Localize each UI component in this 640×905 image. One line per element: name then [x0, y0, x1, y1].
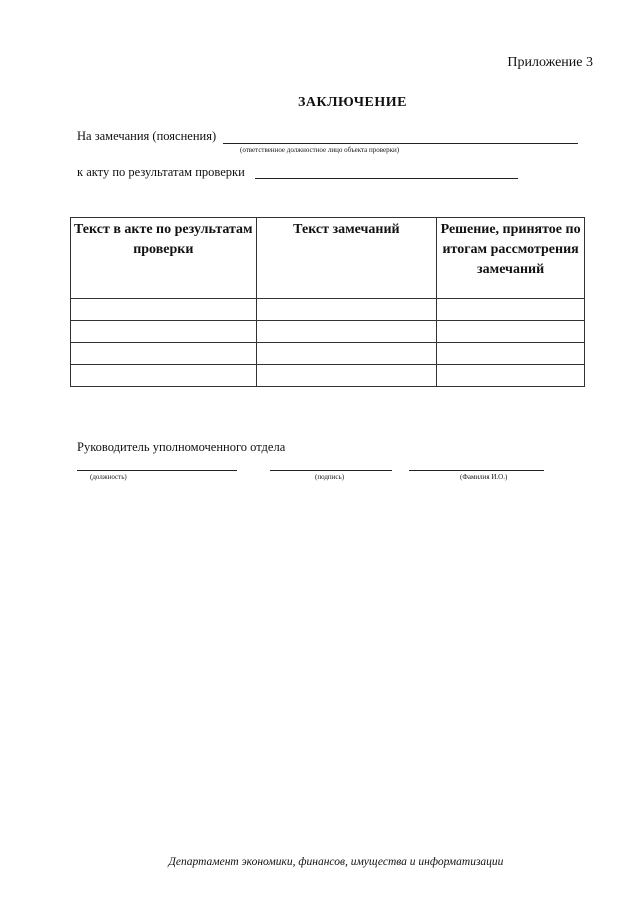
- act-line: [255, 178, 518, 179]
- appendix-label: Приложение 3: [507, 55, 593, 70]
- table-cell: [71, 343, 257, 365]
- footer-department: Департамент экономики, финансов, имущества и информатизации: [168, 856, 504, 868]
- name-line: [409, 470, 544, 471]
- remarks-caption: (ответственное должностное лицо объекта проверки): [240, 146, 400, 154]
- table-cell: [256, 343, 437, 365]
- table-cell: [71, 299, 257, 321]
- table-header-row: [71, 218, 585, 299]
- signature-caption: (подпись): [315, 473, 345, 481]
- table-cell: [71, 321, 257, 343]
- position-line: [77, 470, 237, 471]
- table-row: [71, 299, 585, 321]
- document-title: ЗАКЛЮЧЕНИЕ: [297, 95, 408, 110]
- position-caption: (должность): [90, 473, 127, 481]
- table-cell: [437, 343, 585, 365]
- name-caption: (Фамилия И.О.): [460, 473, 508, 481]
- signature-line: [270, 470, 392, 471]
- table-cell: [256, 321, 437, 343]
- act-label: к акту по результатам проверки: [77, 165, 245, 179]
- header-remarks-text: Текст замечаний: [256, 218, 437, 299]
- remarks-label: На замечания (пояснения): [77, 129, 217, 143]
- table-row: [71, 365, 585, 387]
- header-act-text: Текст в акте по результатам проверки: [71, 218, 257, 299]
- signature-label: Руководитель уполномоченного отдела: [77, 440, 286, 454]
- table-cell: [437, 321, 585, 343]
- table-cell: [256, 365, 437, 387]
- table-row: [71, 343, 585, 365]
- remarks-table: [70, 217, 585, 387]
- header-decision: Решение, принятое по итогам рассмотрения замечаний: [437, 218, 585, 299]
- table-cell: [437, 365, 585, 387]
- table-cell: [71, 365, 257, 387]
- table-cell: [256, 299, 437, 321]
- table-row: [71, 321, 585, 343]
- table-cell: [437, 299, 585, 321]
- remarks-line: [223, 143, 578, 144]
